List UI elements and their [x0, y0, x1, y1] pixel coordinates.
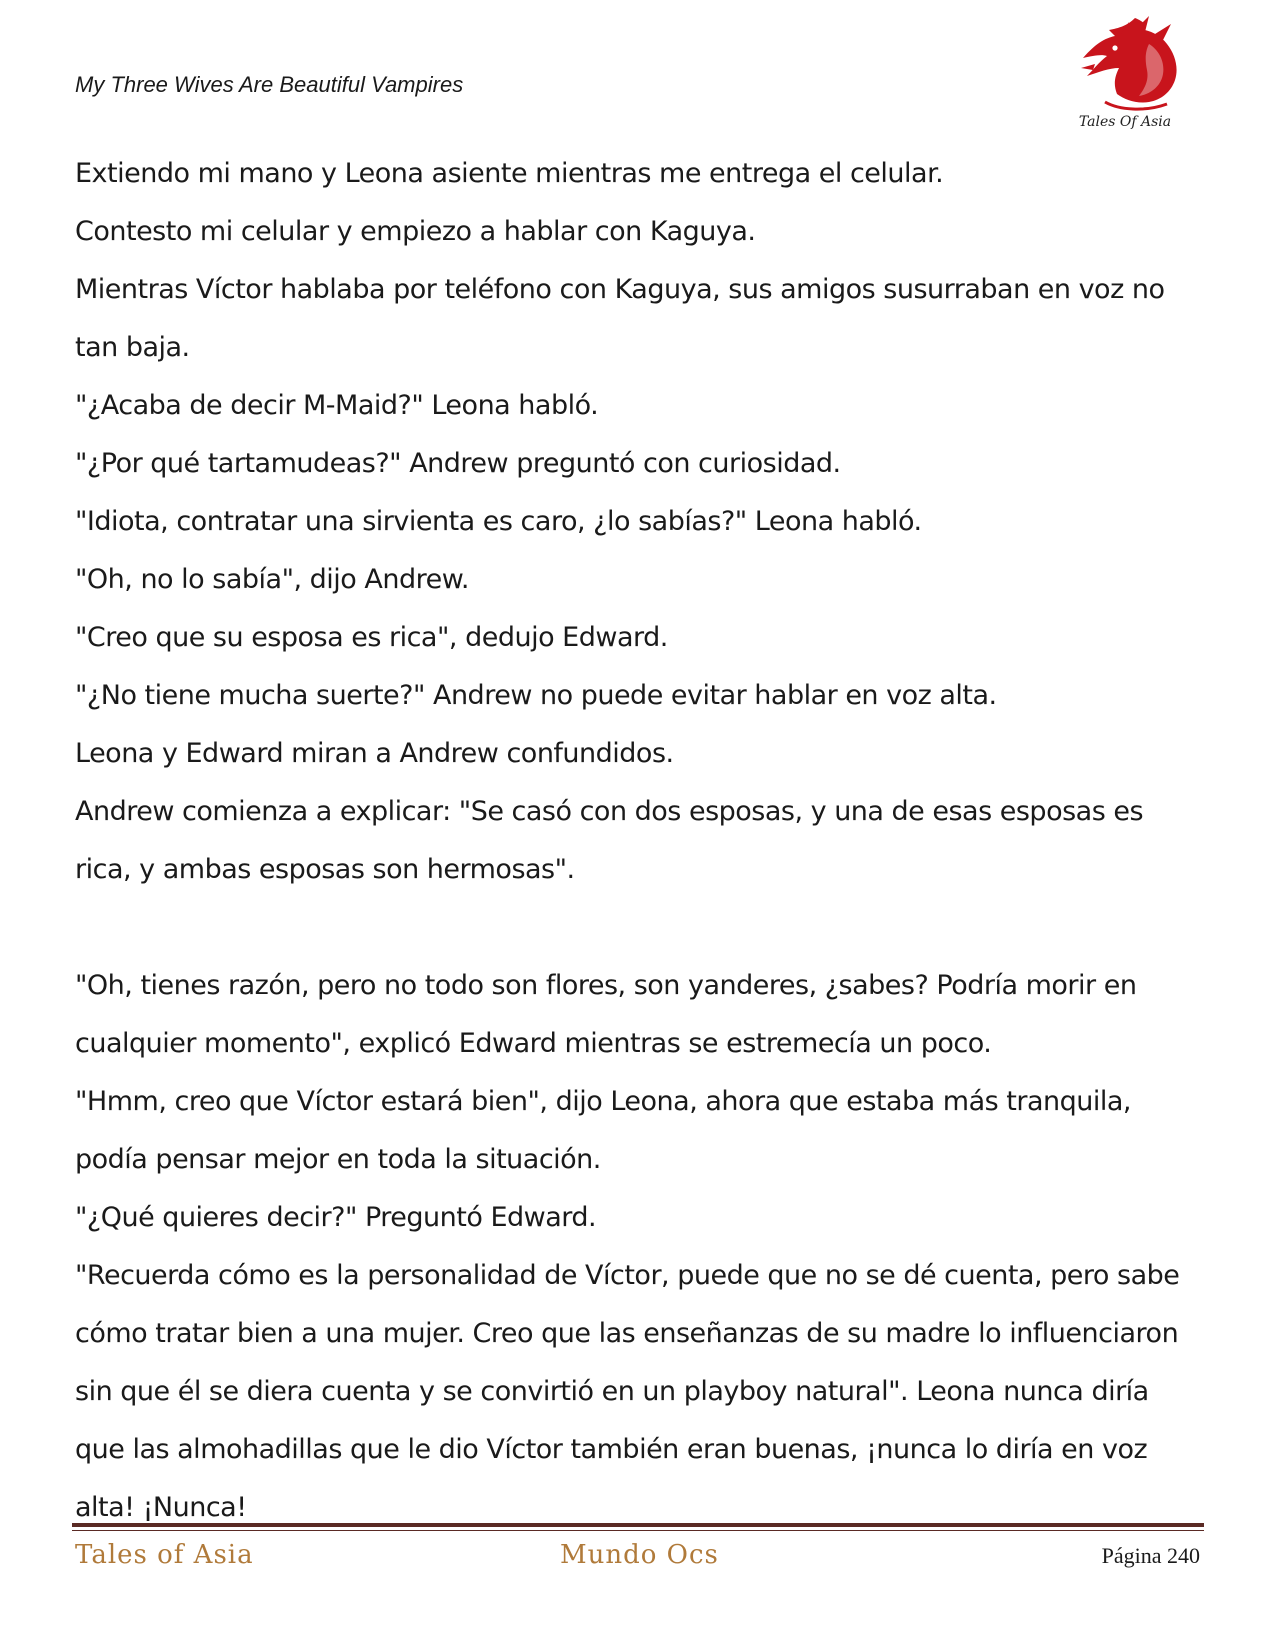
paragraph: "Recuerda cómo es la personalidad de Víctor, puede que no se dé cuenta, pero sabe cómo tratar bien a una mujer. Creo que las enseñanzas de su madre lo influenciaron sin que él se diera cuenta y se convirtió en un playboy natural". Leona nunca diría que las almohadillas que le dio Víctor también eran buenas, ¡nunca lo diría en voz alta! ¡Nunca!: [75, 1260, 1180, 1523]
blank-line: [75, 899, 1205, 957]
publisher-logo: [1075, 14, 1185, 138]
page-body: [75, 145, 1205, 1537]
paragraph: Contesto mi celular y empiezo a hablar con Kaguya.: [75, 216, 756, 247]
footer-divider: [72, 1523, 1204, 1527]
footer-site: Mundo Ocs: [560, 1540, 719, 1570]
paragraph: "Idiota, contratar una sirvienta es caro, ¿lo sabías?" Leona habló.: [75, 506, 922, 537]
paragraph: Mientras Víctor hablaba por teléfono con Kaguya, sus amigos susurraban en voz no tan baja.: [75, 274, 1165, 363]
paragraph: "Creo que su esposa es rica", dedujo Edward.: [75, 622, 668, 653]
paragraph: "Oh, no lo sabía", dijo Andrew.: [75, 564, 469, 595]
dragon-icon: [1075, 14, 1185, 114]
paragraph: "Hmm, creo que Víctor estará bien", dijo Leona, ahora que estaba más tranquila, podía pensar mejor en toda la situación.: [75, 1086, 1132, 1175]
paragraph: Extiendo mi mano y Leona asiente mientras me entrega el celular.: [75, 158, 944, 189]
logo-text: Tales Of Asia: [1078, 114, 1172, 130]
paragraph: Leona y Edward miran a Andrew confundidos.: [75, 738, 674, 769]
paragraph: "Oh, tienes razón, pero no todo son flores, son yanderes, ¿sabes? Podría morir en cualquier momento", explicó Edward mientras se estremecía un poco.: [75, 970, 1137, 1059]
paragraph: "¿Acaba de decir M-Maid?" Leona habló.: [75, 390, 599, 421]
footer-publisher: Tales of Asia: [75, 1540, 254, 1570]
footer-divider-thin: [72, 1530, 1204, 1531]
paragraph: Andrew comienza a explicar: "Se casó con dos esposas, y una de esas esposas es rica, y ambas esposas son hermosas".: [75, 796, 1144, 885]
book-title: My Three Wives Are Beautiful Vampires: [75, 72, 464, 97]
paragraph: "¿No tiene mucha suerte?" Andrew no puede evitar hablar en voz alta.: [75, 680, 997, 711]
paragraph: "¿Por qué tartamudeas?" Andrew preguntó con curiosidad.: [75, 448, 841, 479]
page-number: Página 240: [1101, 1543, 1200, 1568]
paragraph: "¿Qué quieres decir?" Preguntó Edward.: [75, 1202, 597, 1233]
